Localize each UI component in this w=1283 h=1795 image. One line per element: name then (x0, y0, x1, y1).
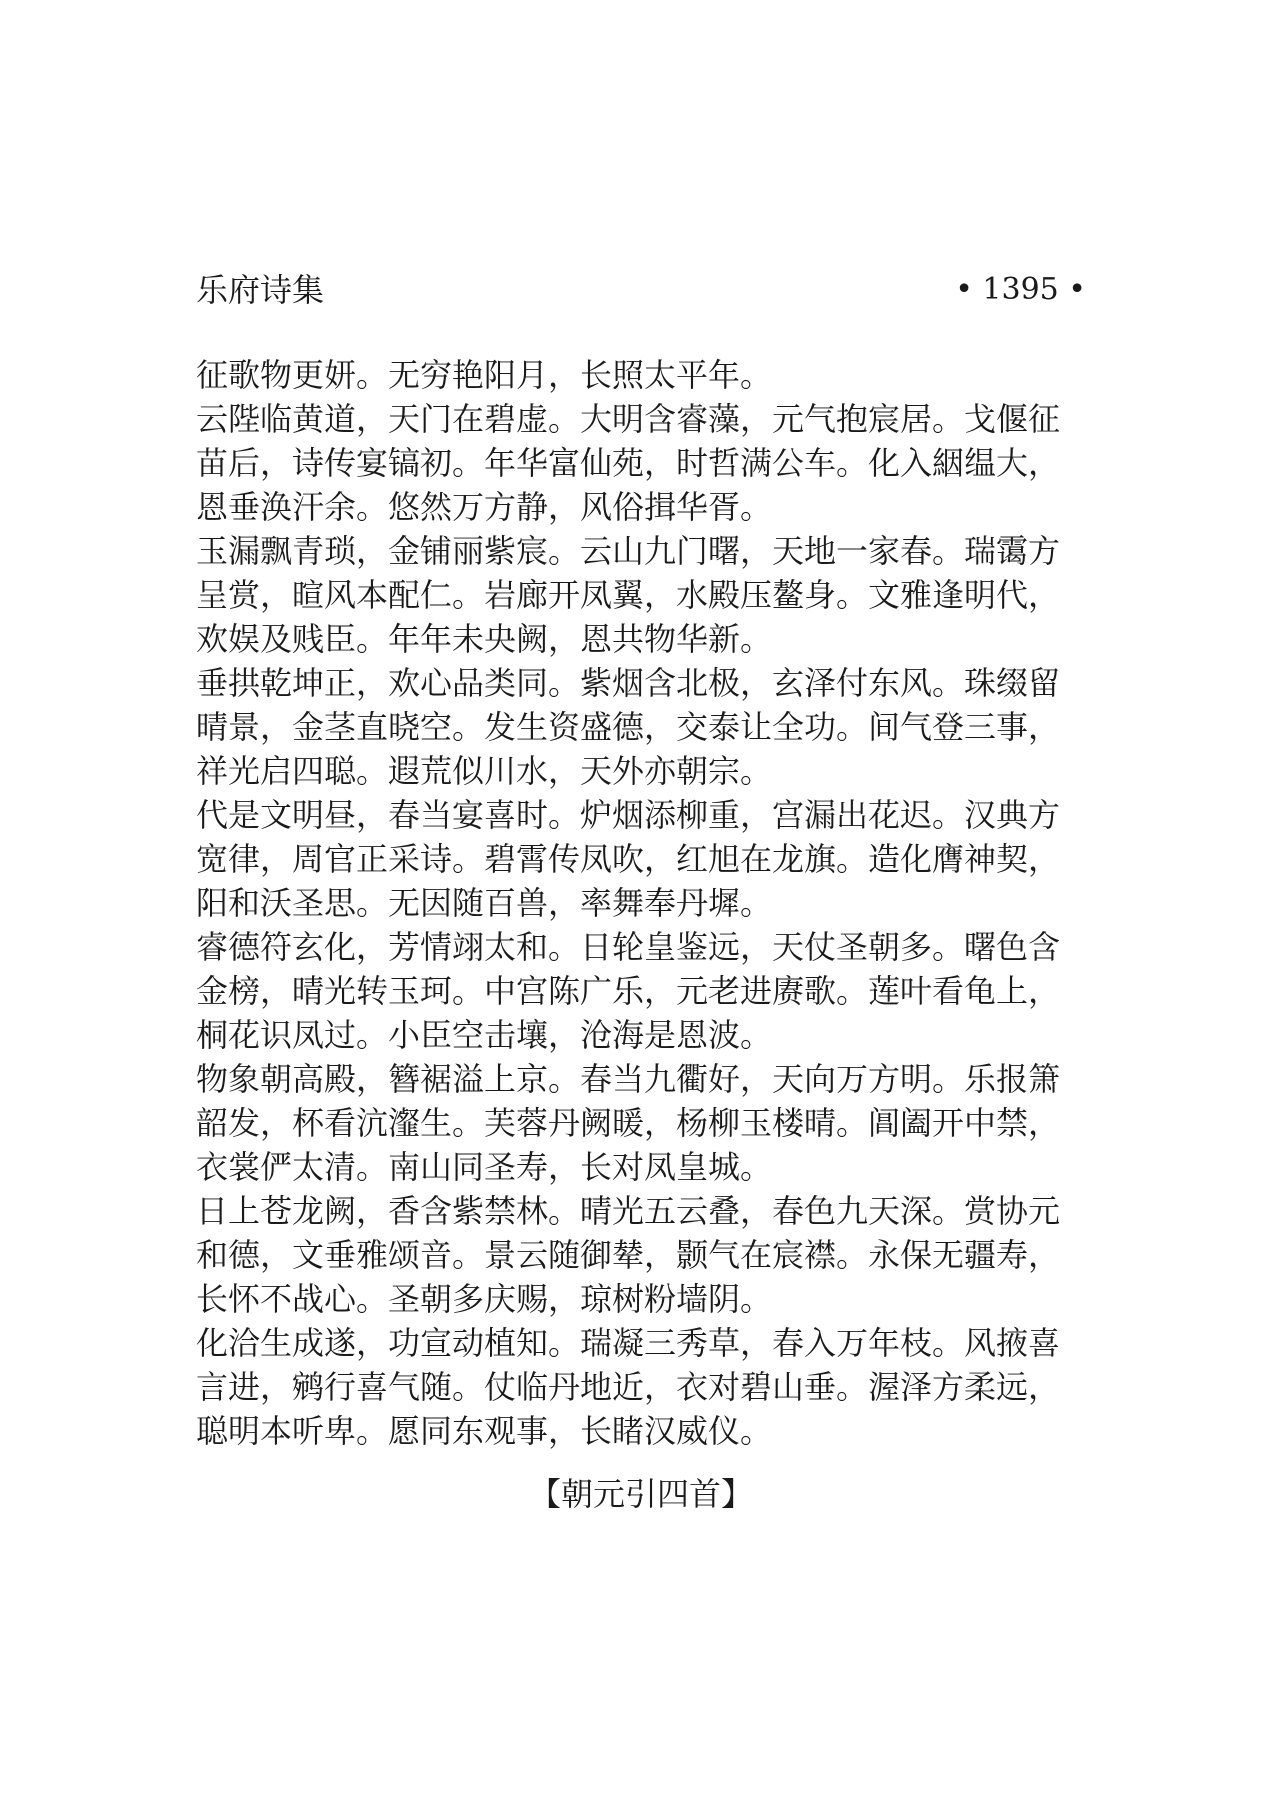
text-line: 垂拱乾坤正，欢心品类同。紫烟含北极，玄泽付东风。珠缀留 (196, 664, 1061, 702)
text-line: 征歌物更妍。无穷艳阳月，长照太平年。 (196, 356, 773, 394)
text-line: 物象朝高殿，簪裾溢上京。春当九衢好，天向万方明。乐报箫 (196, 1060, 1061, 1098)
text-line: 韶发，杯看沆瀣生。芙蓉丹阙暖，杨柳玉楼晴。阊阖开中禁， (196, 1104, 1061, 1142)
poem-body (196, 353, 1086, 1453)
text-line: 睿德符玄化，芳情翊太和。日轮皇鉴远，天仗圣朝多。曙色含 (196, 928, 1061, 966)
text-line: 云陛临黄道，天门在碧虚。大明含睿藻，元气抱宸居。戈偃征 (196, 400, 1061, 438)
text-line: 祥光启四聪。遐荒似川水，天外亦朝宗。 (196, 752, 773, 790)
text-line: 和德，文垂雅颂音。景云随御辇，颢气在宸襟。永保无疆寿， (196, 1236, 1061, 1274)
text-line: 代是文明昼，春当宴喜时。炉烟添柳重，宫漏出花迟。汉典方 (196, 796, 1061, 834)
text-line: 聪明本听卑。愿同东观事，长睹汉威仪。 (196, 1412, 773, 1450)
text-line: 欢娱及贱臣。年年未央阙，恩共物华新。 (196, 620, 773, 658)
text-line: 晴景，金茎直晓空。发生资盛德，交泰让全功。间气登三事， (196, 708, 1061, 746)
text-line: 化洽生成遂，功宣动植知。瑞凝三秀草，春入万年枝。风掖喜 (196, 1324, 1061, 1362)
text-line: 呈赏，暄风本配仁。岩廊开凤翼，水殿压鳌身。文雅逢明代， (196, 576, 1061, 614)
text-line: 言进，鹓行喜气随。仗临丹地近，衣对碧山垂。渥泽方柔远， (196, 1368, 1061, 1406)
text-line: 金榜，晴光转玉珂。中宫陈广乐，元老进赓歌。莲叶看龟上， (196, 972, 1061, 1010)
book-title: 乐府诗集 (196, 271, 325, 309)
page-number: • 1395 • (955, 272, 1086, 307)
text-line: 苗后，诗传宴镐初。年华富仙苑，时哲满公车。化入絪缊大， (196, 444, 1061, 482)
document-page (196, 0, 1086, 1795)
text-line: 阳和沃圣思。无因随百兽，率舞奉丹墀。 (196, 884, 773, 922)
text-line: 玉漏飘青琐，金铺丽紫宸。云山九门曙，天地一家春。瑞霭方 (196, 532, 1061, 570)
text-line: 日上苍龙阙，香含紫禁林。晴光五云叠，春色九天深。赏协元 (196, 1192, 1061, 1230)
section-title: 【朝元引四首】 (528, 1475, 753, 1513)
running-header (196, 268, 1086, 312)
text-line: 长怀不战心。圣朝多庆赐，琼树粉墙阴。 (196, 1280, 773, 1318)
text-line: 恩垂涣汗余。悠然万方静，风俗揖华胥。 (196, 488, 773, 526)
text-line: 衣裳俨太清。南山同圣寿，长对凤皇城。 (196, 1148, 773, 1186)
text-line: 宽律，周官正采诗。碧霄传凤吹，红旭在龙旗。造化膺神契， (196, 840, 1061, 878)
text-line: 桐花识凤过。小臣空击壤，沧海是恩波。 (196, 1016, 773, 1054)
